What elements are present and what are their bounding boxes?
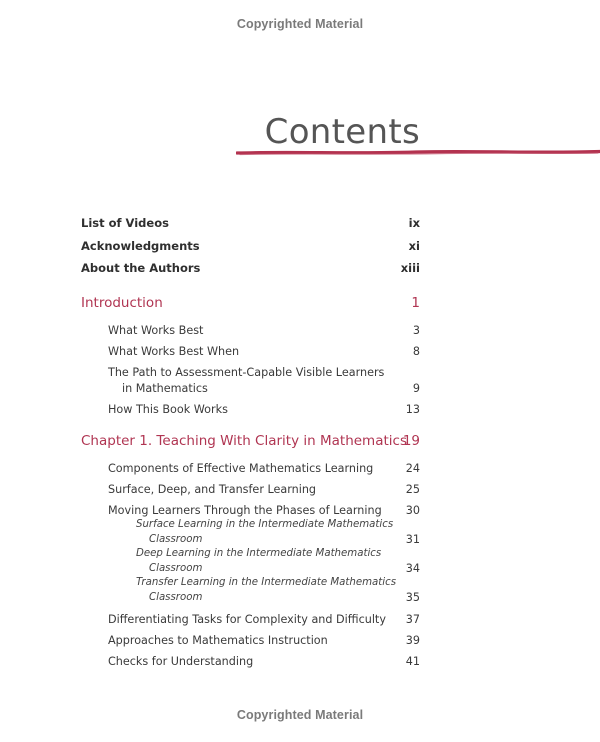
toc-entry-label: What Works Best When [108,345,240,358]
toc-page-number: 3 [412,324,420,337]
toc-page-number: 31 [405,533,420,546]
toc-entry-label: How This Book Works [108,403,228,416]
page-title: Contents [264,112,420,152]
toc-page-number: 41 [405,655,420,668]
toc-entry-label: About the Authors [81,261,201,275]
toc-entry-label: Moving Learners Through the Phases of Learning [108,504,382,517]
toc-entry-label: Approaches to Mathematics Instruction [108,634,328,647]
toc-subentry-label: Surface Learning in the Intermediate Mathematics [136,519,394,530]
toc-entry-label: Surface, Deep, and Transfer Learning [108,483,317,496]
toc-entry-label: Differentiating Tasks for Complexity and Difficulty [108,613,386,626]
copyright-watermark-top: Copyrighted Material [236,17,364,31]
toc-entry-label: What Works Best [108,324,204,337]
toc-page-number: 24 [405,462,420,475]
toc-page-number: 13 [405,403,420,416]
toc-page-number: 35 [405,591,420,604]
chapter-heading: Introduction [81,295,163,311]
toc-page-number: xiii [400,261,420,275]
toc-page-number: 25 [405,483,420,496]
toc-entry-label: The Path to Assessment-Capable Visible Learners [108,366,385,379]
toc-page-number: 39 [405,634,420,647]
toc-subentry-label-continued: Classroom [149,534,203,545]
toc-subentry-label: Deep Learning in the Intermediate Mathematics [136,548,382,559]
chapter-heading: Chapter 1. Teaching With Clarity in Mathematics [81,433,407,449]
title-brush-stroke [236,147,600,159]
toc-page-number: 8 [412,345,420,358]
toc-subentry-label: Transfer Learning in the Intermediate Mathematics [136,577,397,588]
toc-page-number: 9 [412,382,420,395]
copyright-watermark-bottom: Copyrighted Material [236,708,364,722]
toc-page-number: 1 [411,295,420,311]
toc-subentry-label-continued: Classroom [149,563,203,574]
toc-subentry-label-continued: Classroom [149,592,203,603]
toc-page-number: 19 [402,433,420,449]
toc-entry-label: Checks for Understanding [108,655,254,668]
toc-page-number: 30 [405,504,420,517]
toc-entry-label: Components of Effective Mathematics Learning [108,462,374,475]
toc-page-number: ix [408,216,420,230]
toc-page-number: xi [408,239,420,253]
toc-entry-label: List of Videos [81,216,169,230]
toc-page-number: 37 [405,613,420,626]
toc-entry-label: Acknowledgments [81,239,200,253]
toc-page-number: 34 [405,562,420,575]
toc-entry-label-continued: in Mathematics [122,382,208,395]
